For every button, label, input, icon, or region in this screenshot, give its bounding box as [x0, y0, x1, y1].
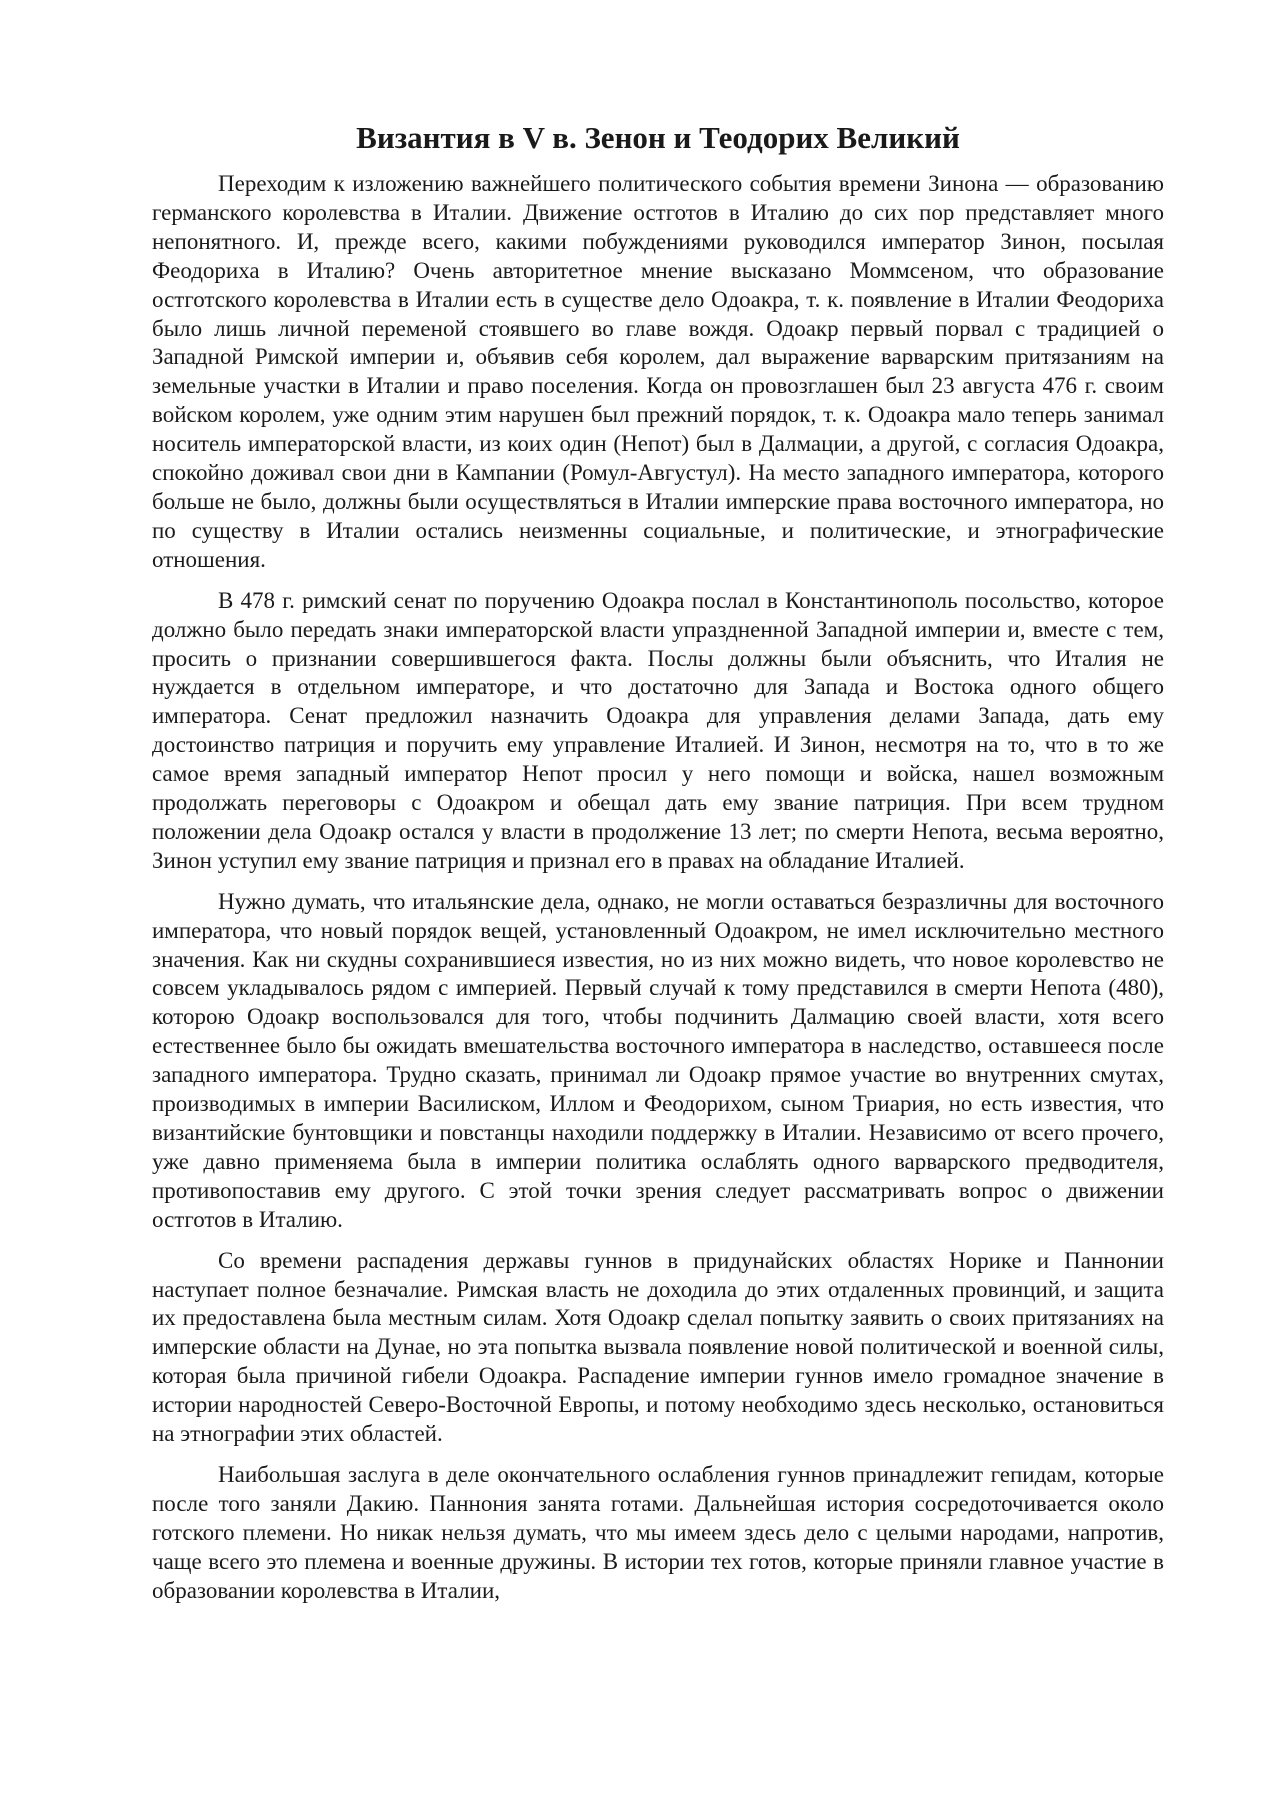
paragraph: Переходим к изложению важнейшего политического события времени Зинона — образованию германского королевства в Италии. Движение остготов в Италию до сих пор представляет много непонятного. И, прежде всего, какими побуждениями руководился император Зинон, посылая Феодориха в Италию? Очень авторитетное мнение высказано Моммсеном, что образование остготского королевства в Италии есть в существе дело Одоакра, т. к. появление в Италии Феодориха было лишь личной переменой стоявшего во главе вождя. Одоакр первый порвал с традицией о Западной Римской империи и, объявив себя королем, дал выражение варварским притязаниям на земельные участки в Италии и право поселения. Когда он провозглашен был 23 августа 476 г. своим войском королем, уже одним этим нарушен был прежний порядок, т. к. Одоакра мало теперь занимал носитель императорской власти, из коих один (Непот) был в Далмации, а другой, с согласия Одоакра, спокойно доживал свои дни в Кампании (Ромул-Августул). На место западного императора, которого больше не было, должны были осуществляться в Италии имперские права восточного императора, но по существу в Италии остались неизменны социальные, и политические, и этнографические отношения. [152, 171, 1164, 572]
paragraph: В 478 г. римский сенат по поручению Одоакра послал в Константинополь посольство, которое должно было передать знаки императорской власти упраздненной Западной империи и, вместе с тем, просить о признании совершившегося факта. Послы должны были объяснить, что Италия не нуждается в отдельном императоре, и что достаточно для Запада и Востока одного общего императора. Сенат предложил назначить Одоакра для управления делами Запада, дать ему достоинство патриция и поручить ему управление Италией. И Зинон, несмотря на то, что в то же самое время западный император Непот просил у него помощи и войска, нашел возможным продолжать переговоры с Одоакром и обещал дать ему звание патриция. При всем трудном положении дела Одоакр остался у власти в продолжение 13 лет; по смерти Непота, весьма вероятно, Зинон уступил ему звание патриция и признал его в правах на обладание Италией. [152, 587, 1164, 873]
document-body [152, 118, 1164, 1618]
paragraph: Наибольшая заслуга в деле окончательного ослабления гуннов принадлежит гепидам, которые после того заняли Дакию. Паннония занята готами. Дальнейшая история сосредоточивается около готского племени. Но никак нельзя думать, что мы имеем здесь дело с целыми народами, напротив, чаще всего это племена и военные дружины. В истории тех готов, которые приняли главное участие в образовании королевства в Италии, [152, 1461, 1164, 1603]
document-title: Византия в V в. Зенон и Теодорих Великий [356, 120, 960, 155]
paragraph: Нужно думать, что итальянские дела, однако, не могли оставаться безразличны для восточного императора, что новый порядок вещей, установленный Одоакром, не имел исключительно местного значения. Как ни скудны сохранившиеся известия, но из них можно видеть, что новое королевство не совсем укладывалось рядом с империей. Первый случай к тому представился в смерти Непота (480), которою Одоакр воспользовался для того, чтобы подчинить Далмацию своей власти, хотя всего естественнее было бы ожидать вмешательства восточного императора в наследство, оставшееся после западного императора. Трудно сказать, принимал ли Одоакр прямое участие во внутренних смутах, производимых в империи Василиском, Иллом и Феодорихом, сыном Триария, но есть известия, что византийские бунтовщики и повстанцы находили поддержку в Италии. Независимо от всего прочего, уже давно применяема была в империи политика ослаблять одного варварского предводителя, противопоставив ему другого. С этой точки зрения следует рассматривать вопрос о движении остготов в Италию. [152, 888, 1164, 1232]
paragraph: Со времени распадения державы гуннов в придунайских областях Норике и Паннонии наступает полное безначалие. Римская власть не доходила до этих отдаленных провинций, и защита их предоставлена была местным силам. Хотя Одоакр сделал попытку заявить о своих притязаниях на имперские области на Дунае, но эта попытка вызвала появление новой политической и военной силы, которая была причиной гибели Одоакра. Распадение империи гуннов имело громадное значение в истории народностей Северо-Восточной Европы, и потому необходимо здесь несколько, остановиться на этнографии этих областей. [152, 1247, 1164, 1447]
